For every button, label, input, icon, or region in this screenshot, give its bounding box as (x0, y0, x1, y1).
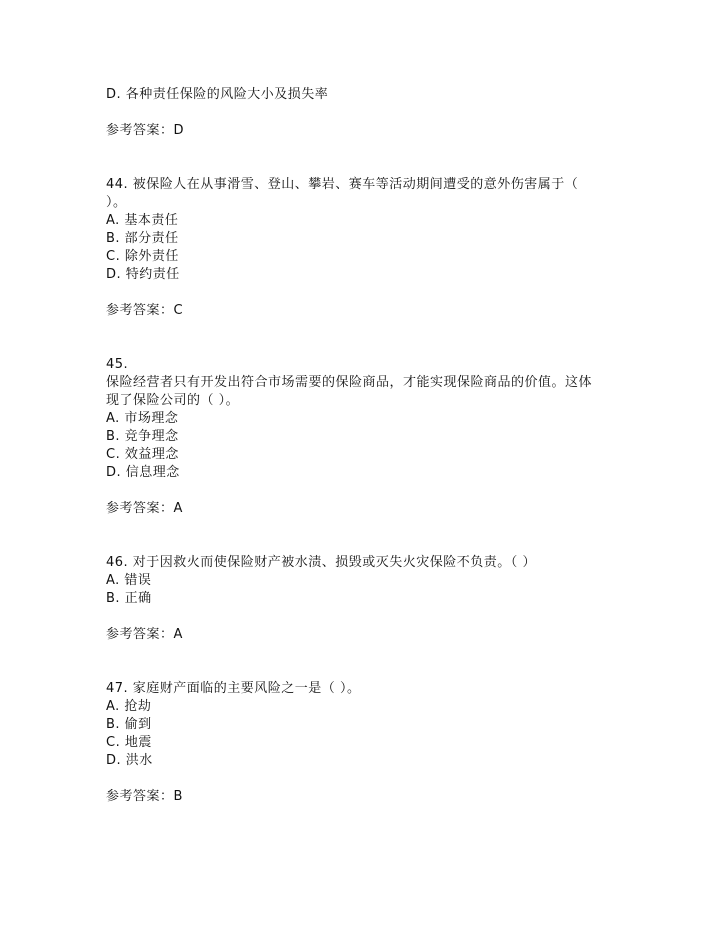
q47-option-d: D. 洪水 (106, 753, 153, 768)
q45-stem-cont: 现了保险公司的（ ）。 (106, 393, 240, 408)
q45-option-a: A. 市场理念 (106, 411, 179, 426)
q44-option-d: D. 特约责任 (106, 267, 180, 282)
q45-number: 45. (106, 357, 129, 372)
q44-option-a: A. 基本责任 (106, 213, 179, 228)
q46-stem: 46. 对于因救火而使保险财产被水渍、损毁或灭失火灾保险不负责。（ ） (106, 555, 536, 570)
q44-stem: 44. 被保险人在从事滑雪、登山、攀岩、赛车等活动期间遭受的意外伤害属于（ (106, 177, 579, 192)
q47-answer: 参考答案：B (106, 789, 183, 804)
q46-answer: 参考答案：A (106, 627, 183, 642)
q44-option-c: C. 除外责任 (106, 249, 179, 264)
q45-option-b: B. 竞争理念 (106, 429, 179, 444)
q46-option-a: A. 错误 (106, 573, 152, 588)
q44-answer: 参考答案：C (106, 303, 184, 318)
q45-option-c: C. 效益理念 (106, 447, 179, 462)
q46-option-b: B. 正确 (106, 591, 152, 606)
q47-option-a: A. 抢劫 (106, 699, 152, 714)
q43-answer: 参考答案：D (106, 123, 185, 138)
q45-stem: 保险经营者只有开发出符合市场需要的保险商品，才能实现保险商品的价值。这体 (106, 375, 593, 390)
q44-option-b: B. 部分责任 (106, 231, 179, 246)
q47-option-b: B. 偷到 (106, 717, 152, 732)
q45-answer: 参考答案：A (106, 501, 183, 516)
q47-option-c: C. 地震 (106, 735, 152, 750)
q43-option-d: D. 各种责任保险的风险大小及损失率 (106, 87, 329, 102)
q44-stem-cont: ）。 (106, 195, 127, 210)
q45-option-d: D. 信息理念 (106, 465, 180, 480)
q47-stem: 47. 家庭财产面临的主要风险之一是（ ）。 (106, 681, 361, 696)
